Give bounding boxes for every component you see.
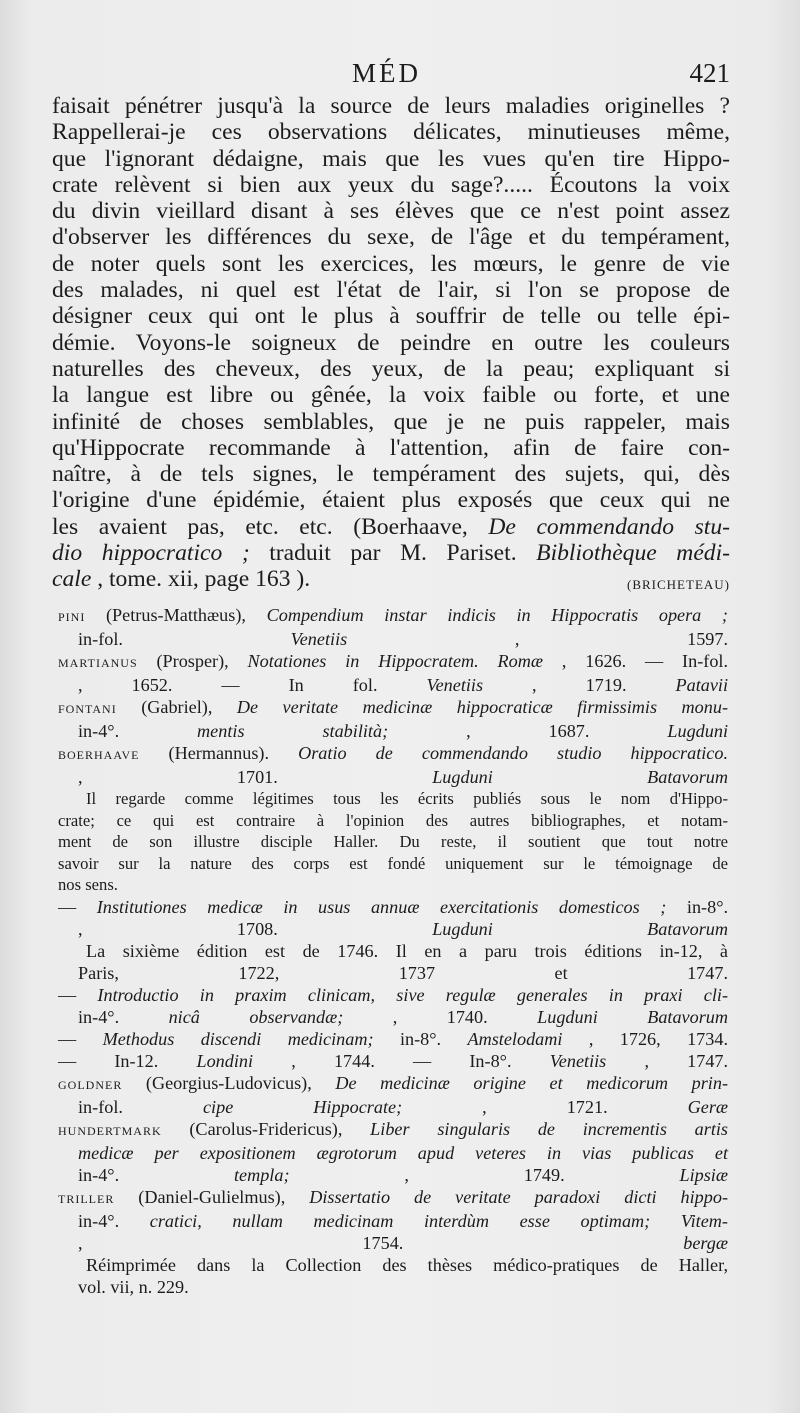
text-line — [52, 146, 730, 172]
bibliography-line — [58, 1164, 728, 1186]
italic-text: Patavii — [675, 675, 729, 695]
text: — — [58, 1028, 77, 1049]
italic-text: Lugduni Batavorum — [432, 918, 729, 939]
italic-text: De medicinæ origine et medicorum prin- — [335, 1072, 728, 1093]
text: Rappellerai-je ces observations délicates, minutieuses même, — [52, 119, 730, 146]
bibliography-line — [58, 766, 728, 788]
text: crate relèvent si bien aux yeux du sage?..... Écoutons la voix — [52, 171, 730, 198]
text: du divin vieillard disant à ses élèves que ce n'est point assez — [52, 198, 730, 225]
author-name: TRILLER — [58, 1191, 115, 1206]
italic-text: Lugduni — [667, 721, 729, 741]
bibliography-line — [58, 1232, 728, 1254]
bibliography — [58, 604, 728, 1298]
main-text — [52, 93, 730, 599]
bibliography-entry — [58, 604, 728, 628]
bibliography-line — [58, 1254, 728, 1276]
italic-text: Vitem- — [680, 1210, 728, 1231]
author-name: HUNDERTMARK — [58, 1123, 162, 1138]
bibliography-line — [58, 1210, 728, 1232]
text: les avaient pas, etc. etc. (Boerhaave, — [52, 513, 468, 540]
text: ment de son illustre disciple Haller. Du reste, il soutient que tout notre — [58, 832, 728, 851]
text: Paris, 1722, 1737 et 1747. — [78, 962, 728, 983]
bibliography-line — [58, 1142, 728, 1164]
italic-text: Londini — [196, 1050, 254, 1071]
text: , 1708. — [78, 918, 278, 939]
text-line — [52, 514, 730, 540]
text: , tome. xii, page 163 ). — [97, 566, 311, 593]
bibliography-line — [58, 720, 728, 742]
italic-text: Methodus discendi medicinam; — [102, 1028, 374, 1049]
italic-text: Notationes in Hippocratem. Romæ — [247, 651, 544, 671]
text: in-fol. — [78, 629, 123, 649]
bibliography-line — [58, 1050, 728, 1072]
attribution: (BRICHETEAU) — [627, 577, 730, 593]
text: , 1597. — [514, 629, 729, 649]
note-line — [58, 788, 728, 810]
text: Réimprimée dans la Collection des thèses médico-pratiques de Haller, — [86, 1254, 728, 1275]
text-line — [52, 330, 730, 356]
bibliography-entry — [58, 1186, 728, 1210]
text: in-8°. — [686, 896, 729, 917]
author-name: GOLDNER — [58, 1077, 123, 1092]
bibliography-entry — [58, 1072, 728, 1096]
italic-text: Lipsiæ — [679, 1164, 728, 1185]
text: , 1701. — [78, 767, 278, 787]
italic-text: Institutiones medicæ in usus annuæ exercitationis domesticos ; — [96, 896, 667, 917]
text: , 1687. — [466, 721, 590, 741]
text: traduit par M. Pariset. — [269, 540, 517, 567]
text: la langue est libre ou gênée, la voix faible ou forte, et une — [52, 382, 730, 409]
text: (Petrus-Matthæus), — [106, 605, 246, 625]
italic-text: Amstelodami — [467, 1028, 563, 1049]
italic-text: Venetiis — [290, 629, 348, 649]
text: nos sens. — [58, 875, 118, 894]
text-line — [52, 461, 730, 487]
text-line — [52, 172, 730, 198]
text: in-4°. — [78, 1006, 120, 1027]
text: , 1726, 1734. — [588, 1028, 729, 1049]
italic-text: templa; — [233, 1164, 290, 1185]
bibliography-line — [58, 628, 728, 650]
text: naturelles des cheveux, des yeux, de la peau; expliquant si — [52, 355, 730, 382]
text-line — [52, 277, 730, 303]
text: faisait pénétrer jusqu'à la source de leurs maladies originelles ? — [52, 93, 730, 119]
text: de noter quels sont les exercices, les mœurs, le genre de vie — [52, 250, 730, 277]
page-number: 421 — [689, 58, 730, 88]
bibliography-line — [58, 940, 728, 962]
text-line — [52, 251, 730, 277]
text: (Georgius-Ludovicus), — [145, 1072, 312, 1093]
text-line — [52, 566, 730, 592]
italic-text: dio hippocratico ; — [52, 540, 250, 567]
text: in-8°. — [399, 1028, 442, 1049]
italic-text: Compendium instar indicis in Hippocratis opera ; — [266, 605, 728, 625]
text-line — [52, 224, 730, 250]
italic-text: Venetiis — [549, 1050, 607, 1071]
text: — — [58, 984, 77, 1005]
author-name: MARTIANUS — [58, 656, 138, 670]
text-line — [52, 435, 730, 461]
italic-text: De commendando stu- — [488, 513, 730, 540]
italic-text: medicæ per expositionem ægrotorum apud veteres in vias publicas et — [78, 1142, 728, 1163]
bibliography-line — [58, 896, 728, 918]
italic-text: Lugduni Batavorum — [432, 767, 729, 787]
text: — In-12. — [58, 1050, 159, 1071]
text: , 1740. — [392, 1006, 488, 1027]
bibliography-entry — [58, 650, 728, 674]
bibliography-entry — [58, 1118, 728, 1142]
text: in-fol. — [78, 1096, 123, 1117]
italic-text: Introductio in praxim clinicam, sive regulæ generales in praxi cli- — [97, 984, 729, 1005]
bibliography-line — [58, 1028, 728, 1050]
bibliography-line — [58, 674, 728, 696]
author-name: PINI — [58, 610, 86, 624]
text-line — [52, 198, 730, 224]
text: (Prosper), — [156, 651, 229, 671]
bibliography-line — [58, 962, 728, 984]
text: (Daniel-Gulielmus), — [138, 1186, 286, 1207]
text: (Carolus-Fridericus), — [189, 1118, 343, 1139]
text: naître, à de tels signes, le tempérament des sujets, qui, dès — [52, 461, 730, 488]
text: , 1719. — [532, 675, 627, 695]
text: in-4°. — [78, 1210, 120, 1231]
text: désigner ceux qui ont le plus à souffrir de telle ou telle épi- — [52, 303, 730, 330]
text-line — [52, 540, 730, 566]
text: — — [58, 896, 77, 917]
bibliography-entry — [58, 742, 728, 766]
text: , 1754. — [78, 1232, 404, 1253]
text: des malades, ni quel est l'état de l'air, si l'on se propose de — [52, 277, 730, 304]
note-line — [58, 874, 728, 896]
text-line — [52, 93, 730, 119]
bibliography-line — [58, 1006, 728, 1028]
author-name: FONTANI — [58, 702, 117, 716]
text: crate; ce qui est contraire à l'opinion des autres bibliographes, et notam- — [58, 810, 728, 830]
italic-text: cratici, nullam medicinam interdùm esse optimam; — [149, 1210, 651, 1231]
bibliography-line — [58, 918, 728, 940]
text: démie. Voyons-le soigneux de peindre en outre les couleurs — [52, 329, 730, 356]
bibliography-line — [58, 984, 728, 1006]
text-line — [52, 119, 730, 145]
italic-text: cipe Hippocrate; — [202, 1096, 403, 1117]
text: l'origine d'une épidémie, étaient plus exposés que ceux qui ne — [52, 487, 730, 514]
text: , 1626. — In-fol. — [561, 651, 729, 671]
text-line — [52, 303, 730, 329]
text-line — [52, 382, 730, 408]
running-title: MÉD — [352, 58, 421, 88]
text: infinité de choses semblables, que je ne puis rappeler, mais — [52, 408, 730, 435]
text-line — [52, 356, 730, 382]
italic-text: Lugduni Batavorum — [537, 1006, 729, 1027]
text: vol. vii, n. 229. — [78, 1276, 189, 1297]
text: , 1747. — [644, 1050, 729, 1071]
note-line — [58, 831, 728, 853]
note-line — [58, 810, 728, 832]
note-line — [58, 853, 728, 875]
italic-text: Oratio de commendando studio hippocratico. — [298, 743, 729, 763]
running-head — [0, 58, 800, 92]
text: (Gabriel), — [141, 697, 213, 717]
italic-text: Bibliothèque médi- — [536, 540, 731, 567]
italic-text: Dissertatio de veritate paradoxi dicti hippo- — [309, 1186, 728, 1207]
text: , 1749. — [404, 1164, 565, 1185]
italic-text: nicâ observandæ; — [168, 1006, 344, 1027]
text: savoir sur la nature des corps est fondé uniquement sur le témoignage de — [58, 853, 728, 873]
text: , 1721. — [482, 1096, 608, 1117]
text: (Hermannus). — [168, 743, 270, 763]
text-line — [52, 487, 730, 513]
text: La sixième édition est de 1746. Il en a paru trois éditions in-12, à — [86, 940, 728, 961]
text: qu'Hippocrate recommande à l'attention, afin de faire con- — [52, 434, 730, 461]
text: d'observer les différences du sexe, de l'âge et du tempérament, — [52, 224, 730, 251]
text: Il regarde comme légitimes tous les écrits publiés sous le nom d'Hippo- — [86, 789, 728, 808]
text: , 1744. — In-8°. — [291, 1050, 512, 1071]
text: que l'ignorant dédaigne, mais que les vues qu'en tire Hippo- — [52, 145, 730, 172]
italic-text: Venetiis — [426, 675, 484, 695]
bibliography-line — [58, 1276, 728, 1298]
italic-text: Geræ — [687, 1096, 729, 1117]
author-name: BOERHAAVE — [58, 748, 140, 762]
bibliography-entry — [58, 696, 728, 720]
bibliography-line — [58, 1096, 728, 1118]
italic-text: cale — [52, 566, 92, 593]
text-line — [52, 409, 730, 435]
italic-text: mentis stabilità; — [197, 721, 389, 741]
text: , 1652. — In fol. — [78, 675, 378, 695]
italic-text: De veritate medicinæ hippocraticæ firmissimis monu- — [236, 697, 729, 717]
text: in-4°. — [78, 1164, 120, 1185]
italic-text: bergæ — [683, 1232, 729, 1253]
italic-text: Liber singularis de incrementis artis — [370, 1118, 729, 1139]
text: in-4°. — [78, 721, 120, 741]
